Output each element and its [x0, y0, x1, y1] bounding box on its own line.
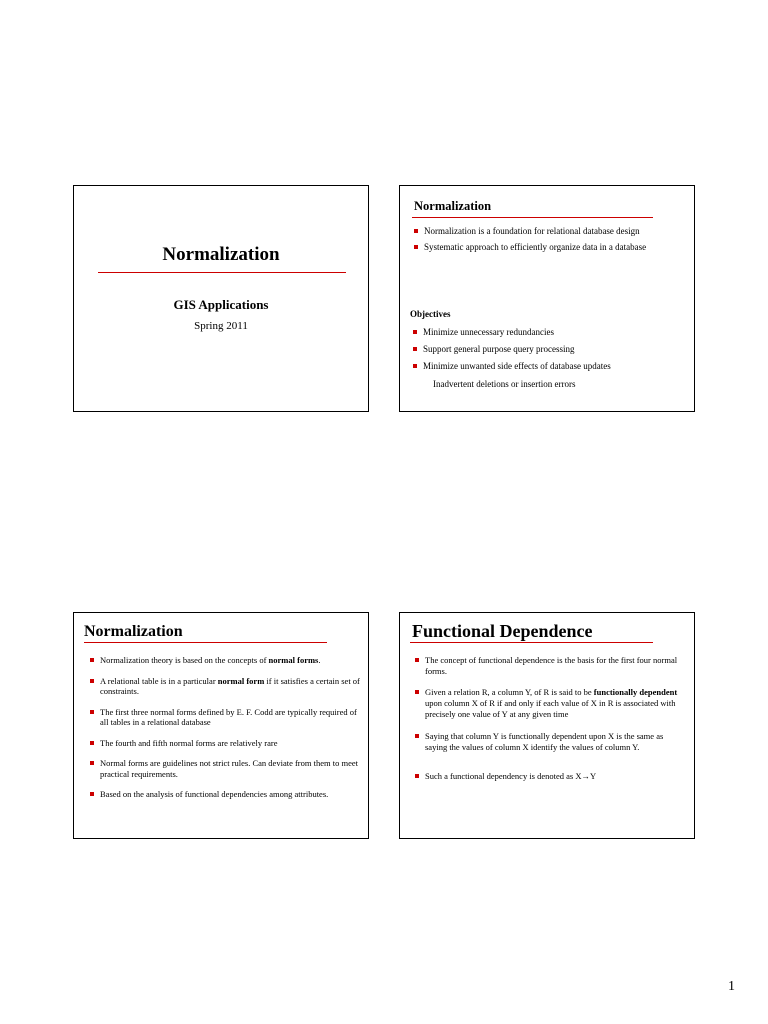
bullet-item: Support general purpose query processing — [412, 344, 682, 355]
bullet-square-icon — [414, 229, 418, 233]
objectives-heading: Objectives — [410, 309, 451, 319]
bullet-item: Normalization is a foundation for relational database design — [413, 226, 683, 237]
objectives-list — [412, 327, 682, 378]
slide-2-normalization — [399, 185, 695, 412]
title-underline — [98, 272, 346, 273]
bullet-item: Systematic approach to efficiently organize data in a database — [413, 242, 683, 253]
bullet-square-icon — [415, 690, 419, 694]
slide-title: Normalization — [162, 244, 280, 265]
bullet-list — [413, 226, 683, 258]
bullet-square-icon — [90, 741, 94, 745]
bullet-item: Saying that column Y is functionally dependent upon X is the same as saying the values of column X identify the values of column Y. — [414, 731, 686, 753]
slide-title: Functional Dependence — [412, 621, 593, 641]
bullet-list — [414, 655, 686, 782]
bullet-square-icon — [90, 679, 94, 683]
slide-title: Normalization — [84, 623, 183, 640]
bullet-square-icon — [415, 734, 419, 738]
bullet-square-icon — [413, 364, 417, 368]
bullet-item: A relational table is in a particular normal form if it satisfies a certain set of constraints. — [89, 676, 361, 697]
title-underline — [412, 217, 653, 218]
bullet-item: The first three normal forms defined by E. F. Codd are typically required of all tables in a relational database — [89, 707, 361, 728]
bullet-item: The fourth and fifth normal forms are relatively rare — [89, 738, 361, 749]
bullet-item: Minimize unnecessary redundancies — [412, 327, 682, 338]
bullet-item: Normalization theory is based on the concepts of normal forms. — [89, 655, 361, 666]
bullet-square-icon — [415, 658, 419, 662]
bullet-list — [89, 655, 361, 810]
slide-title: Normalization — [414, 199, 492, 213]
title-underline — [84, 642, 327, 643]
bullet-square-icon — [90, 761, 94, 765]
slide-term: Spring 2011 — [194, 320, 248, 332]
bullet-square-icon — [90, 658, 94, 662]
bullet-item: Given a relation R, a column Y, of R is said to be functionally dependent upon column X of R if and only if each value of X in R is associated with precisely one value of Y at any given time — [414, 687, 686, 720]
sub-bullet-text: Inadvertent deletions or insertion errors — [433, 379, 576, 389]
bullet-item: Normal forms are guidelines not strict rules. Can deviate from them to meet practical requirements. — [89, 758, 361, 779]
bullet-item: Based on the analysis of functional dependencies among attributes. — [89, 789, 361, 800]
page-number: 1 — [728, 979, 735, 994]
slide-subtitle: GIS Applications — [173, 297, 269, 312]
bullet-item: The concept of functional dependence is the basis for the first four normal forms. — [414, 655, 686, 677]
bullet-item: Minimize unwanted side effects of database updates — [412, 361, 682, 372]
slide-1-title — [73, 185, 369, 412]
bullet-square-icon — [414, 245, 418, 249]
bullet-square-icon — [413, 347, 417, 351]
bullet-square-icon — [90, 792, 94, 796]
bullet-square-icon — [90, 710, 94, 714]
bullet-square-icon — [413, 330, 417, 334]
title-underline — [410, 642, 653, 643]
bullet-item: Such a functional dependency is denoted as X→Y — [414, 771, 686, 782]
slide-3-normalization — [73, 612, 369, 839]
slide-4-functional-dependence — [399, 612, 695, 839]
bullet-square-icon — [415, 774, 419, 778]
